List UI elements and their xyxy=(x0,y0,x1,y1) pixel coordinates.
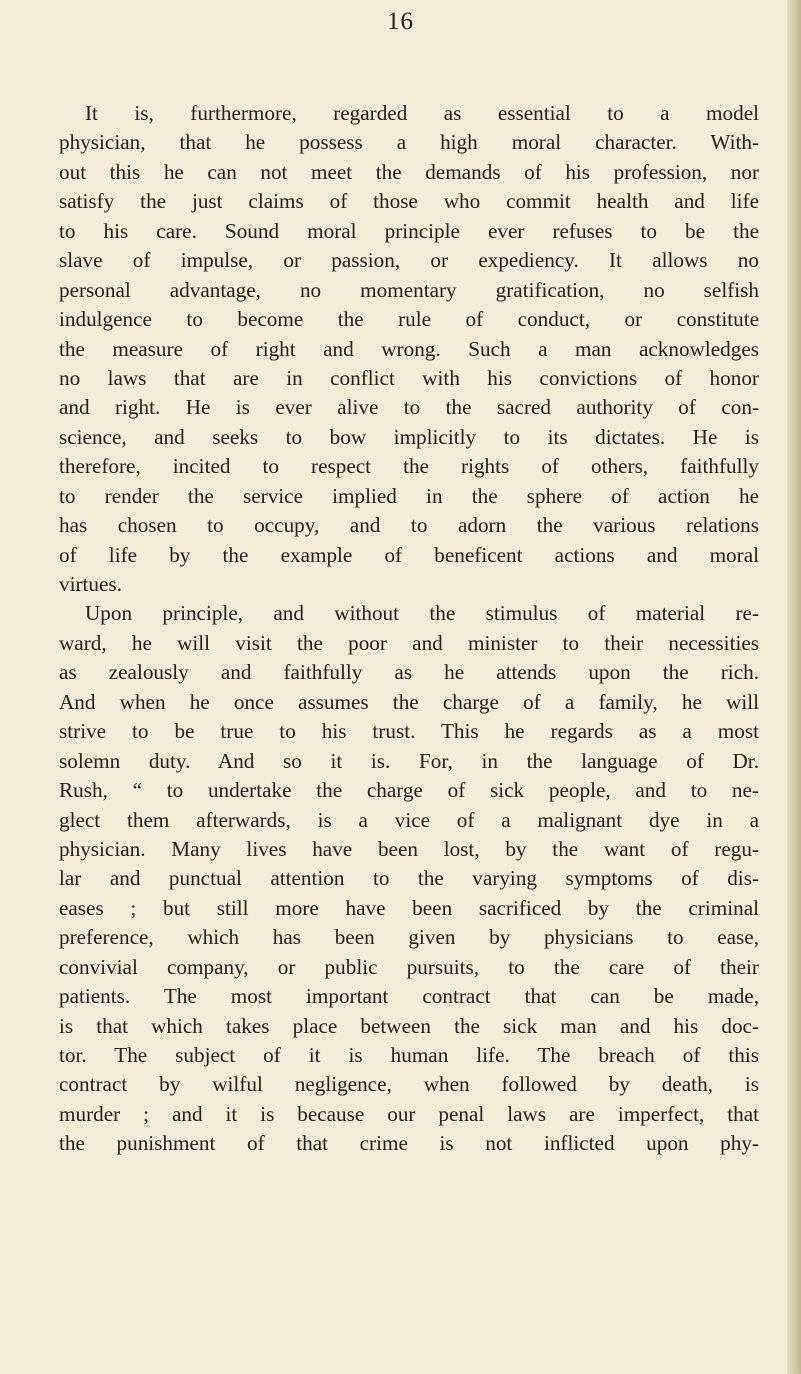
text-line: strive to be true to his trust. This he regards as a most xyxy=(59,719,759,744)
text-line: the punishment of that crime is not inflicted upon phy- xyxy=(59,1131,759,1156)
text-line: lar and punctual attention to the varying symptoms of dis- xyxy=(59,866,759,891)
body-text xyxy=(59,99,759,1159)
page-edge xyxy=(787,0,801,1374)
text-line: is that which takes place between the sick man and his doc- xyxy=(59,1013,759,1038)
text-line: no laws that are in conflict with his convictions of honor xyxy=(59,365,759,390)
text-line: solemn duty. And so it is. For, in the language of Dr. xyxy=(59,748,759,773)
text-line: personal advantage, no momentary gratification, no selfish xyxy=(59,277,759,302)
text-line: physician, that he possess a high moral character. With- xyxy=(59,130,759,155)
text-line: convivial company, or public pursuits, to the care of their xyxy=(59,954,759,979)
text-line: indulgence to become the rule of conduct, or constitute xyxy=(59,307,759,332)
text-line: And when he once assumes the charge of a family, he will xyxy=(59,689,759,714)
text-line: Upon principle, and without the stimulus of material re- xyxy=(85,601,759,626)
text-line: science, and seeks to bow implicitly to its dictates. He is xyxy=(59,424,759,449)
paragraph-2 xyxy=(59,599,759,1158)
text-line: and right. He is ever alive to the sacred authority of con- xyxy=(59,395,759,420)
text-line: It is, furthermore, regarded as essential to a model xyxy=(85,101,759,125)
text-line: to his care. Sound moral principle ever refuses to be the xyxy=(59,218,759,243)
text-line: eases ; but still more have been sacrificed by the criminal xyxy=(59,895,759,920)
text-line: of life by the example of beneficent actions and moral xyxy=(59,542,759,567)
page-number: 16 xyxy=(387,8,414,35)
text-line: patients. The most important contract that can be made, xyxy=(59,984,759,1009)
text-line: preference, which has been given by physicians to ease, xyxy=(59,925,759,950)
text-line: slave of impulse, or passion, or expediency. It allows no xyxy=(59,248,759,273)
text-line: ward, he will visit the poor and minister to their necessities xyxy=(59,630,759,655)
text-line: virtues. xyxy=(59,572,122,596)
text-line: out this he can not meet the demands of his profession, nor xyxy=(59,159,759,184)
text-line: to render the service implied in the sphere of action he xyxy=(59,483,759,508)
text-line: Rush, “ to undertake the charge of sick people, and to ne- xyxy=(59,778,759,803)
text-line: tor. The subject of it is human life. The breach of this xyxy=(59,1043,759,1067)
text-line: has chosen to occupy, and to adorn the various relations xyxy=(59,513,759,538)
paragraph-1 xyxy=(59,99,759,599)
text-line: satisfy the just claims of those who commit health and life xyxy=(59,189,759,214)
text-line: contract by wilful negligence, when followed by death, is xyxy=(59,1072,759,1097)
text-line: therefore, incited to respect the rights of others, faithfully xyxy=(59,454,759,479)
text-line: murder ; and it is because our penal laws are imperfect, that xyxy=(59,1101,759,1126)
text-line: the measure of right and wrong. Such a man acknowledges xyxy=(59,336,759,361)
text-line: glect them afterwards, is a vice of a malignant dye in a xyxy=(59,807,759,832)
text-line: physician. Many lives have been lost, by the want of regu- xyxy=(59,836,759,861)
text-line: as zealously and faithfully as he attends upon the rich. xyxy=(59,660,759,685)
